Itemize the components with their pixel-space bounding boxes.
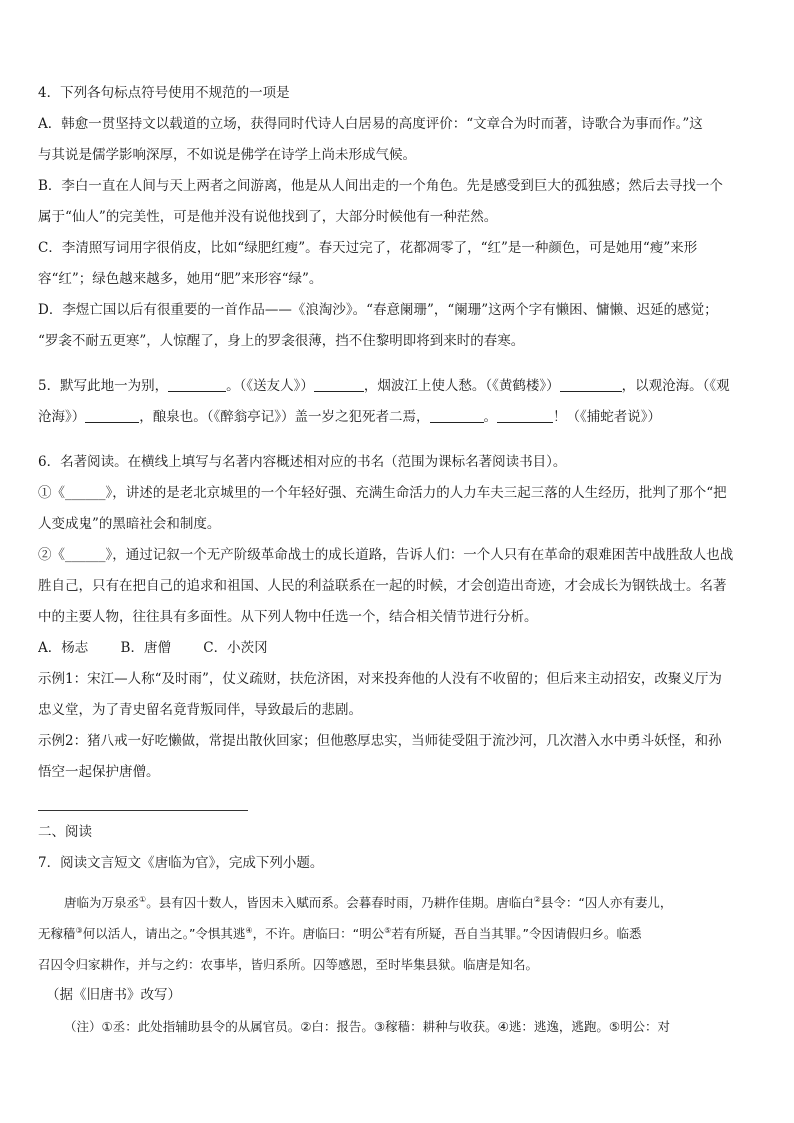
section-heading: 二、阅读 (38, 824, 92, 840)
character-options (38, 633, 760, 664)
q5-text: 。 (483, 409, 497, 425)
q5-text: 沧海》） (38, 409, 86, 425)
option-d-line-2: “罗衾不耐五更寒”，人惊醒了，身上的罗衾很薄，挡不住黎明即将到来时的春寒。 (38, 333, 525, 349)
passage-line-2: 无稼穑③何以活人，请出之。”令惧其逃④，不许。唐临曰：“明公⑤若有所疑，吾自当其罪。”令因请假归乡。临悉 (38, 925, 642, 941)
footnote-mark: ④ (245, 925, 253, 935)
question-6 (38, 447, 760, 788)
example-2-line-2: 悟空一起保护唐僧。 (38, 764, 160, 780)
example-2-line-1: 示例2：猪八戒一好吃懒做，常提出散伙回家；但他憨厚忠实，当师徒受阻于流沙河，几次潜入水中勇斗妖怪，和孙 (38, 733, 722, 749)
question-4-stem: 4．下列各句标点符号使用不规范的一项是 (38, 85, 290, 101)
option-a-line-2: 与其说是儒学影响深厚，不如说是佛学在诗学上尚未形成气候。 (38, 147, 416, 163)
option-a: A．杨志 (38, 640, 89, 656)
option-b-line-1: B．李白一直在人间与天上两者之间游离，他是从人间出走的一个角色。先是感受到巨大的孤独感；然后去寻找一个 (38, 178, 723, 194)
option-c-line-1: C．李清照写词用字很俏皮，比如“绿肥红瘦”。春天过完了，花都凋零了，“红”是一种颜色，可是她用“瘦”来形 (38, 240, 698, 256)
option-a-line-1: A．韩愈一贯坚持文以载道的立场，获得同时代诗人白居易的高度评价：“文章合为时而著，诗歌合为事而作。”这 (38, 116, 703, 132)
q5-text: ！（《捕蛇者说》） (553, 409, 661, 425)
answer-blank[interactable] (85, 408, 139, 423)
footnote-mark: ⑤ (384, 925, 392, 935)
exam-page (38, 78, 760, 1042)
question-6-stem: 6．名著阅读。在横线上填写与名著内容概述相对应的书名（范围为课标名著阅读书目）。 (38, 454, 567, 470)
example-1-line-1: 示例1：宋江—人称“及时雨”，仗义疏财，扶危济困，对来投奔他的人没有不收留的；但后来主动招安，改聚义厅为 (38, 671, 722, 687)
question-4 (38, 78, 760, 357)
footnote-mark: ③ (75, 925, 83, 935)
option-d-line-1: D．李煜亡国以后有很重要的一首作品——《浪淘沙》。“春意阑珊”，“阑珊”这两个字有懒困、慵懒、迟延的感觉； (38, 302, 718, 318)
source-note: （据《旧唐书》改写） (46, 987, 181, 1003)
section-divider (38, 810, 248, 811)
answer-blank[interactable] (497, 408, 553, 423)
option-b: B．唐僧 (120, 640, 171, 656)
answer-blank[interactable] (560, 377, 622, 392)
footnote-mark: ① (139, 894, 147, 904)
footnote-mark: ② (533, 894, 541, 904)
question-5-line-2 (38, 402, 760, 433)
answer-blank[interactable] (314, 377, 364, 392)
q5-text: ，烟波江上使人愁。（《黄鹤楼》） (363, 378, 560, 394)
question-7-stem: 7．阅读文言短文《唐临为官》，完成下列小题。 (38, 855, 324, 871)
passage-line-1: 唐临为万泉丞①。县有囚十数人，皆因未入赋而系。会暮春时雨，乃耕作佳期。唐临白②县令：“囚人亦有妻儿， (64, 894, 673, 910)
option-c-line-2: 容“红”；绿色越来越多，她用“肥”来形容“绿”。 (38, 271, 323, 287)
item-1-line-2: 人变成鬼”的黑暗社会和制度。 (38, 516, 221, 532)
q5-text: ，酿泉也。（《醉翁亭记》）盖一岁之犯死者二焉， (139, 409, 430, 425)
item-1-line-1: ①《______》，讲述的是老北京城里的一个年轻好强、充满生命活力的人力车夫三起三落的人生经历，批判了那个“把 (38, 485, 727, 501)
footnotes: （注）①丞：此处指辅助县令的从属官员。②白：报告。③稼穑：耕种与收获。④逃：逃逸，逃跑。⑤明公：对 (64, 1019, 671, 1034)
item-2-line-3: 中的主要人物，往往具有多面性。从下列人物中任选一个，结合相关情节进行分析。 (38, 609, 538, 625)
q5-text: ，以观沧海。（《观 (621, 378, 730, 394)
question-5-line-1 (38, 371, 760, 402)
example-1-line-2: 忠义堂，为了青史留名竟背叛同伴，导致最后的悲剧。 (38, 702, 362, 718)
passage-line-3: 召囚令归家耕作，并与之约：农事毕，皆归系所。囚等感恩，至时毕集县狱。临唐是知名。 (38, 957, 539, 972)
q5-text: 。（《送友人》） (226, 378, 314, 394)
option-c: C．小茨冈 (203, 640, 268, 656)
item-2-line-2: 胜自己，只有在把自己的追求和祖国、人民的利益联系在一起的时候，才会创造出奇迹，才会成长为钢铁战士。名著 (38, 578, 727, 594)
answer-blank[interactable] (168, 377, 226, 392)
option-b-line-2: 属于“仙人”的完美性，可是他并没有说他找到了，大部分时候他有一种茫然。 (38, 209, 498, 225)
answer-blank[interactable] (430, 408, 484, 423)
classical-passage (38, 887, 760, 980)
q5-text: 5．默写此地一为别， (38, 378, 169, 394)
item-2-line-1: ②《______》，通过记叙一个无产阶级革命战士的成长道路，告诉人们：一个人只有在革命的艰难困苦中战胜敌人也战 (38, 547, 734, 563)
question-5 (38, 371, 760, 433)
